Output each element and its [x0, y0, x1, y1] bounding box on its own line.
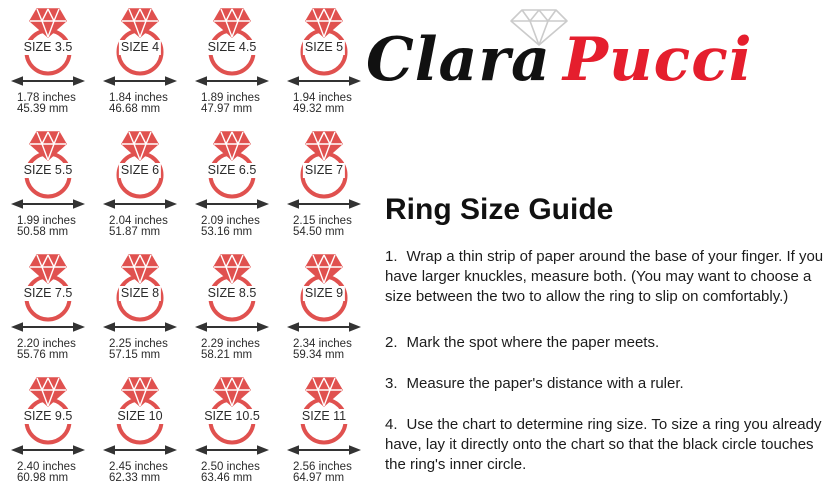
brand-name-clara: Clara — [366, 25, 551, 95]
ring-size-chart — [2, 4, 370, 496]
ring-graphic — [95, 130, 185, 210]
diameter-arrow-icon — [195, 445, 269, 454]
ring-size-label: SIZE 8 — [120, 286, 160, 300]
ring-diameter-inches: 2.25 inches — [109, 338, 168, 350]
ring-diameter-mm: 47.97 mm — [201, 103, 253, 115]
ring-measurements — [15, 339, 81, 361]
diameter-arrow-icon — [11, 322, 85, 331]
diameter-arrow-icon — [103, 445, 177, 454]
brand-logo — [366, 25, 753, 95]
ring-size-cell — [94, 250, 186, 373]
ring-graphic — [279, 376, 369, 456]
ring-graphic — [3, 7, 93, 87]
ring-diameter-inches: 2.29 inches — [201, 338, 260, 350]
ring-diameter-mm: 45.39 mm — [17, 103, 69, 115]
ring-diameter-mm: 53.16 mm — [201, 226, 253, 238]
ring-measurements — [15, 462, 81, 484]
ring-size-label: SIZE 7.5 — [23, 286, 73, 300]
ring-diameter-inches: 2.09 inches — [201, 215, 260, 227]
ring-measurements — [291, 93, 357, 115]
ring-diameter-mm: 54.50 mm — [293, 226, 345, 238]
ring-measurements — [199, 462, 265, 484]
ring-size-cell — [278, 250, 370, 373]
ring-size-label: SIZE 8.5 — [207, 286, 257, 300]
ring-measurements — [15, 216, 81, 238]
ring-size-cell — [2, 373, 94, 496]
ring-measurements — [199, 216, 265, 238]
ring-graphic — [187, 253, 277, 333]
diameter-arrow-icon — [287, 199, 361, 208]
ring-measurements — [291, 216, 357, 238]
step-number: 2. — [385, 334, 398, 351]
ring-size-cell — [94, 4, 186, 127]
ring-size-cell — [186, 127, 278, 250]
ring-size-cell — [2, 127, 94, 250]
ring-size-cell — [186, 4, 278, 127]
step-number: 1. — [385, 248, 398, 265]
ring-measurements — [291, 462, 357, 484]
ring-measurements — [107, 462, 173, 484]
step-number: 3. — [385, 375, 398, 392]
ring-graphic — [187, 130, 277, 210]
step-text: Wrap a thin strip of paper around the base of your finger. If you have larger knuckles, measure both. (You may want to choose a size between the two to allow the ring to slip on comfortably.) — [385, 248, 824, 305]
ring-diameter-inches: 1.84 inches — [109, 92, 168, 104]
diameter-arrow-icon — [11, 445, 85, 454]
ring-diameter-mm: 57.15 mm — [109, 349, 161, 361]
ring-size-cell — [186, 250, 278, 373]
ring-diameter-mm: 51.87 mm — [109, 226, 161, 238]
diameter-arrow-icon — [103, 322, 177, 331]
ring-diameter-inches: 2.40 inches — [17, 461, 76, 473]
ring-graphic — [279, 130, 369, 210]
ring-graphic — [187, 7, 277, 87]
ring-size-label: SIZE 10.5 — [204, 409, 260, 423]
ring-diameter-inches: 2.56 inches — [293, 461, 352, 473]
instruction-step — [385, 374, 837, 394]
ring-diameter-mm: 64.97 mm — [293, 472, 345, 484]
ring-diameter-inches: 2.15 inches — [293, 215, 352, 227]
ring-diameter-inches: 2.45 inches — [109, 461, 168, 473]
ring-size-cell — [2, 250, 94, 373]
ring-size-label: SIZE 9 — [304, 286, 344, 300]
ring-diameter-inches: 2.04 inches — [109, 215, 168, 227]
diameter-arrow-icon — [195, 322, 269, 331]
ring-size-label: SIZE 3.5 — [23, 40, 73, 54]
brand-name-pucci: Pucci — [562, 25, 753, 95]
ring-measurements — [291, 339, 357, 361]
ring-diameter-mm: 46.68 mm — [109, 103, 161, 115]
ring-size-cell — [2, 4, 94, 127]
diameter-arrow-icon — [103, 199, 177, 208]
step-number: 4. — [385, 416, 398, 433]
ring-diameter-mm: 62.33 mm — [109, 472, 161, 484]
diameter-arrow-icon — [195, 199, 269, 208]
ring-graphic — [95, 376, 185, 456]
ring-size-cell — [186, 373, 278, 496]
instruction-step — [385, 415, 837, 475]
diameter-arrow-icon — [287, 445, 361, 454]
ring-size-label: SIZE 7 — [304, 163, 344, 177]
instructions-list — [385, 247, 837, 496]
ring-size-label: SIZE 10 — [117, 409, 163, 423]
ring-graphic — [3, 376, 93, 456]
ring-size-label: SIZE 5.5 — [23, 163, 73, 177]
step-text: Use the chart to determine ring size. To size a ring you already have, lay it directly onto the chart so that the black circle touches the ring's inner circle. — [385, 416, 822, 473]
instruction-step — [385, 247, 837, 307]
instruction-step — [385, 333, 837, 353]
ring-size-label: SIZE 6.5 — [207, 163, 257, 177]
ring-measurements — [15, 93, 81, 115]
ring-measurements — [107, 216, 173, 238]
ring-diameter-inches: 1.94 inches — [293, 92, 352, 104]
ring-graphic — [279, 7, 369, 87]
ring-graphic — [279, 253, 369, 333]
ring-diameter-mm: 63.46 mm — [201, 472, 253, 484]
diameter-arrow-icon — [195, 76, 269, 85]
ring-diameter-mm: 50.58 mm — [17, 226, 69, 238]
ring-graphic — [3, 253, 93, 333]
ring-size-cell — [94, 127, 186, 250]
diameter-arrow-icon — [287, 76, 361, 85]
ring-size-cell — [94, 373, 186, 496]
ring-size-cell — [278, 127, 370, 250]
ring-diameter-mm: 60.98 mm — [17, 472, 69, 484]
diameter-arrow-icon — [11, 199, 85, 208]
ring-graphic — [187, 376, 277, 456]
ring-diameter-mm: 49.32 mm — [293, 103, 345, 115]
ring-size-label: SIZE 4.5 — [207, 40, 257, 54]
ring-size-label: SIZE 5 — [304, 40, 344, 54]
diameter-arrow-icon — [287, 322, 361, 331]
ring-measurements — [107, 339, 173, 361]
ring-measurements — [199, 339, 265, 361]
diameter-arrow-icon — [11, 76, 85, 85]
ring-measurements — [199, 93, 265, 115]
ring-diameter-mm: 58.21 mm — [201, 349, 253, 361]
ring-diameter-mm: 55.76 mm — [17, 349, 69, 361]
diameter-arrow-icon — [103, 76, 177, 85]
ring-diameter-inches: 2.34 inches — [293, 338, 352, 350]
ring-diameter-inches: 2.50 inches — [201, 461, 260, 473]
ring-diameter-mm: 59.34 mm — [293, 349, 345, 361]
ring-diameter-inches: 1.99 inches — [17, 215, 76, 227]
ring-graphic — [3, 130, 93, 210]
ring-size-label: SIZE 9.5 — [23, 409, 73, 423]
step-text: Measure the paper's distance with a ruler. — [406, 375, 684, 392]
ring-diameter-inches: 1.78 inches — [17, 92, 76, 104]
ring-diameter-inches: 2.20 inches — [17, 338, 76, 350]
ring-diameter-inches: 1.89 inches — [201, 92, 260, 104]
ring-size-cell — [278, 373, 370, 496]
ring-measurements — [107, 93, 173, 115]
step-text: Mark the spot where the paper meets. — [406, 334, 660, 351]
ring-graphic — [95, 7, 185, 87]
ring-size-label: SIZE 11 — [301, 409, 347, 423]
ring-graphic — [95, 253, 185, 333]
ring-size-label: SIZE 6 — [120, 163, 160, 177]
page-title: Ring Size Guide — [385, 193, 614, 226]
ring-size-cell — [278, 4, 370, 127]
ring-size-label: SIZE 4 — [120, 40, 160, 54]
